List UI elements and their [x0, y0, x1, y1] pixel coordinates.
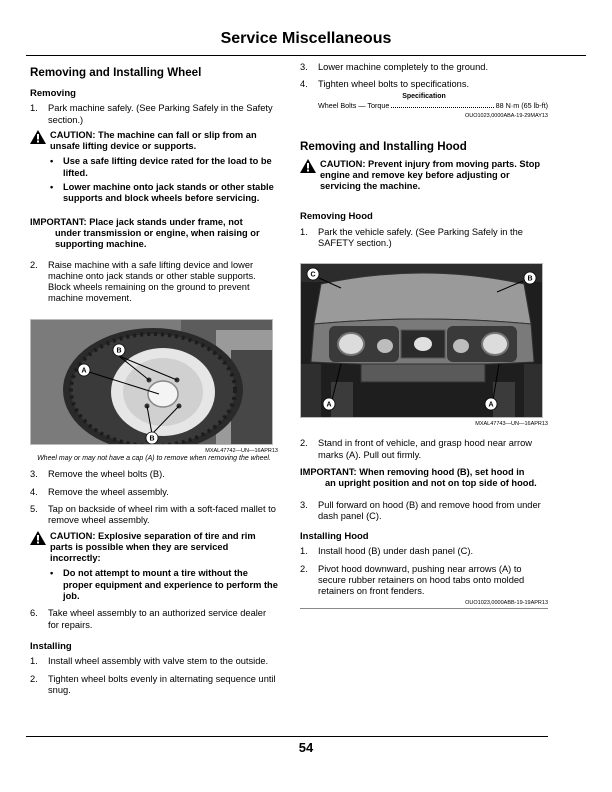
page-header — [26, 30, 586, 56]
hood-step-2 — [300, 438, 548, 461]
step-text: Remove the wheel bolts (B). — [48, 469, 165, 480]
install-hood-step-1 — [300, 546, 548, 557]
spec-label: Wheel Bolts — Torque — [318, 100, 390, 110]
caution-tire-separation — [30, 531, 278, 565]
step-5 — [30, 504, 278, 527]
right-column — [300, 62, 548, 609]
step-number: 1. — [300, 546, 308, 557]
step-number: 2. — [30, 259, 38, 270]
step-4 — [30, 487, 278, 498]
step-number: 3. — [300, 499, 308, 510]
spec-row — [300, 101, 548, 111]
step-number: 1. — [30, 103, 38, 114]
install-hood-step-2 — [300, 564, 548, 598]
step-text: Lower machine completely to the ground. — [318, 62, 489, 72]
step-4-tighten — [300, 79, 548, 90]
step-text: Park the vehicle safely. (See Parking Safely in the SAFETY section.) — [318, 226, 523, 249]
callout-a: A — [81, 367, 87, 375]
install-step-2 — [30, 674, 278, 697]
figure-id: MXAL47743—UN—16APR13 — [475, 421, 548, 428]
bullet-dot: • — [50, 568, 54, 579]
step-text: Take wheel assembly to an authorized service dealer for repairs. — [48, 608, 267, 630]
subheading-removing-hood: Removing Hood — [300, 211, 373, 223]
section-title-wheel: Removing and Installing Wheel — [30, 66, 202, 79]
caution-text: CAUTION: The machine can fall or slip from an unsafe lifting device or supports. — [50, 129, 257, 152]
install-step-1 — [30, 656, 278, 667]
step-text: Tighten wheel bolts to specifications. — [318, 79, 470, 90]
spec-leader — [391, 101, 493, 108]
step-2 — [30, 260, 278, 305]
bullet-dot: • — [50, 182, 54, 193]
step-3-lower — [300, 62, 548, 73]
callout-a-right: A — [488, 401, 494, 409]
step-3 — [30, 469, 278, 480]
section-title-hood: Removing and Installing Hood — [300, 139, 467, 153]
step-number: 3. — [30, 469, 38, 480]
subheading-installing: Installing — [30, 640, 72, 652]
left-column — [30, 62, 278, 696]
callout-c: C — [310, 271, 316, 279]
step-6 — [30, 608, 278, 631]
callout-b-bottom: B — [149, 435, 155, 443]
step-text: Pivot hood downward, pushing near arrows (A) to secure rubber retainers on hood tabs onto molded retainers on front fenders. — [318, 563, 525, 597]
hood-step-3 — [300, 500, 548, 523]
figure-caption: Wheel may or may not have a cap (A) to remove when removing the wheel. — [37, 454, 271, 462]
step-number: 1. — [300, 226, 308, 237]
caution-bullet — [30, 156, 278, 179]
step-number: 2. — [300, 563, 308, 574]
caution-bullet — [30, 182, 278, 205]
step-number: 5. — [30, 503, 38, 514]
step-text: Remove the wheel assembly. — [48, 486, 169, 497]
bullet-text: Do not attempt to mount a tire without the proper equipment and experience to perform the job. — [63, 568, 278, 602]
wheel-photo — [31, 320, 273, 445]
wheel-figure — [30, 319, 273, 445]
caution-lifting — [30, 130, 278, 153]
callout-a-left: A — [326, 401, 332, 409]
step-number: 2. — [30, 673, 38, 684]
important-lead: IMPORTANT: When removing hood (B), set hood in — [300, 466, 525, 477]
callout-b-top: B — [116, 347, 122, 355]
step-text: Pull forward on hood (B) and remove hood from under dash panel (C). — [318, 499, 541, 521]
step-text: Raise machine with a safe lifting device and lower machine onto jack stands or other stable supports. Block wheels remaining on the ground to prevent machine movement. — [48, 259, 256, 304]
step-text: Stand in front of vehicle, and grasp hood near arrow marks (A). Pull out firmly. — [318, 438, 532, 460]
bullet-text: Lower machine onto jack stands or other stable supports and block wheels before servicing. — [63, 182, 274, 204]
warning-triangle-icon — [300, 159, 316, 173]
caution-text: CAUTION: Prevent injury from moving parts. Stop engine and remove key before adjusting or servicing the machine. — [320, 158, 541, 192]
important-note-jack-stands — [30, 217, 278, 251]
callout-b: B — [527, 275, 533, 283]
important-rest: under transmission or engine, when raising or supporting machine. — [55, 227, 260, 250]
warning-triangle-icon — [30, 531, 46, 545]
important-note-hood — [300, 467, 548, 490]
step-number: 2. — [300, 438, 308, 449]
page-number: 54 — [298, 740, 314, 755]
step-text: Install hood (B) under dash panel (C). — [318, 546, 474, 557]
subheading-removing: Removing — [30, 88, 76, 99]
caution-text: CAUTION: Explosive separation of tire and rim parts is possible when they are serviced incorrectly: — [50, 530, 256, 564]
step-number: 6. — [30, 608, 38, 619]
subheading-installing-hood: Installing Hood — [300, 531, 369, 543]
vehicle-front-photo — [301, 264, 543, 418]
hood-figure — [300, 263, 543, 418]
step-number: 3. — [300, 62, 308, 72]
step-text: Park machine safely. (See Parking Safely in the Safety section.) — [48, 103, 273, 125]
spec-value: 88 N·m (65 lb-ft) — [495, 100, 548, 110]
caution-moving-parts — [300, 159, 548, 193]
warning-triangle-icon — [30, 130, 46, 144]
reference-code: OUO1023,0000ABA-19-29MAY13 — [464, 112, 548, 119]
step-number: 4. — [300, 79, 308, 90]
step-number: 1. — [30, 656, 38, 667]
step-1 — [30, 103, 278, 126]
spec-title: Specification — [402, 92, 446, 100]
step-number: 4. — [30, 486, 38, 497]
important-rest: an upright position and not on top side of hood. — [325, 478, 537, 489]
caution-bullet — [30, 568, 278, 602]
step-text: Install wheel assembly with valve stem to the outside. — [48, 656, 269, 667]
hood-step-1 — [300, 227, 548, 250]
footer-rule — [26, 736, 548, 737]
page-title: Service Miscellaneous — [220, 30, 392, 47]
reference-code: OUO1023,0000ABB-19-19APR13 — [300, 599, 548, 609]
bullet-dot: • — [50, 156, 54, 167]
bullet-text: Use a safe lifting device rated for the load to be lifted. — [63, 156, 272, 178]
figure-id: MXAL47742—UN—16APR13 — [205, 447, 278, 454]
step-text: Tap on backside of wheel rim with a soft-faced mallet to remove wheel assembly. — [48, 503, 276, 526]
step-text: Tighten wheel bolts evenly in alternating sequence until snug. — [48, 673, 276, 695]
important-lead: IMPORTANT: Place jack stands under frame, not — [30, 216, 243, 227]
